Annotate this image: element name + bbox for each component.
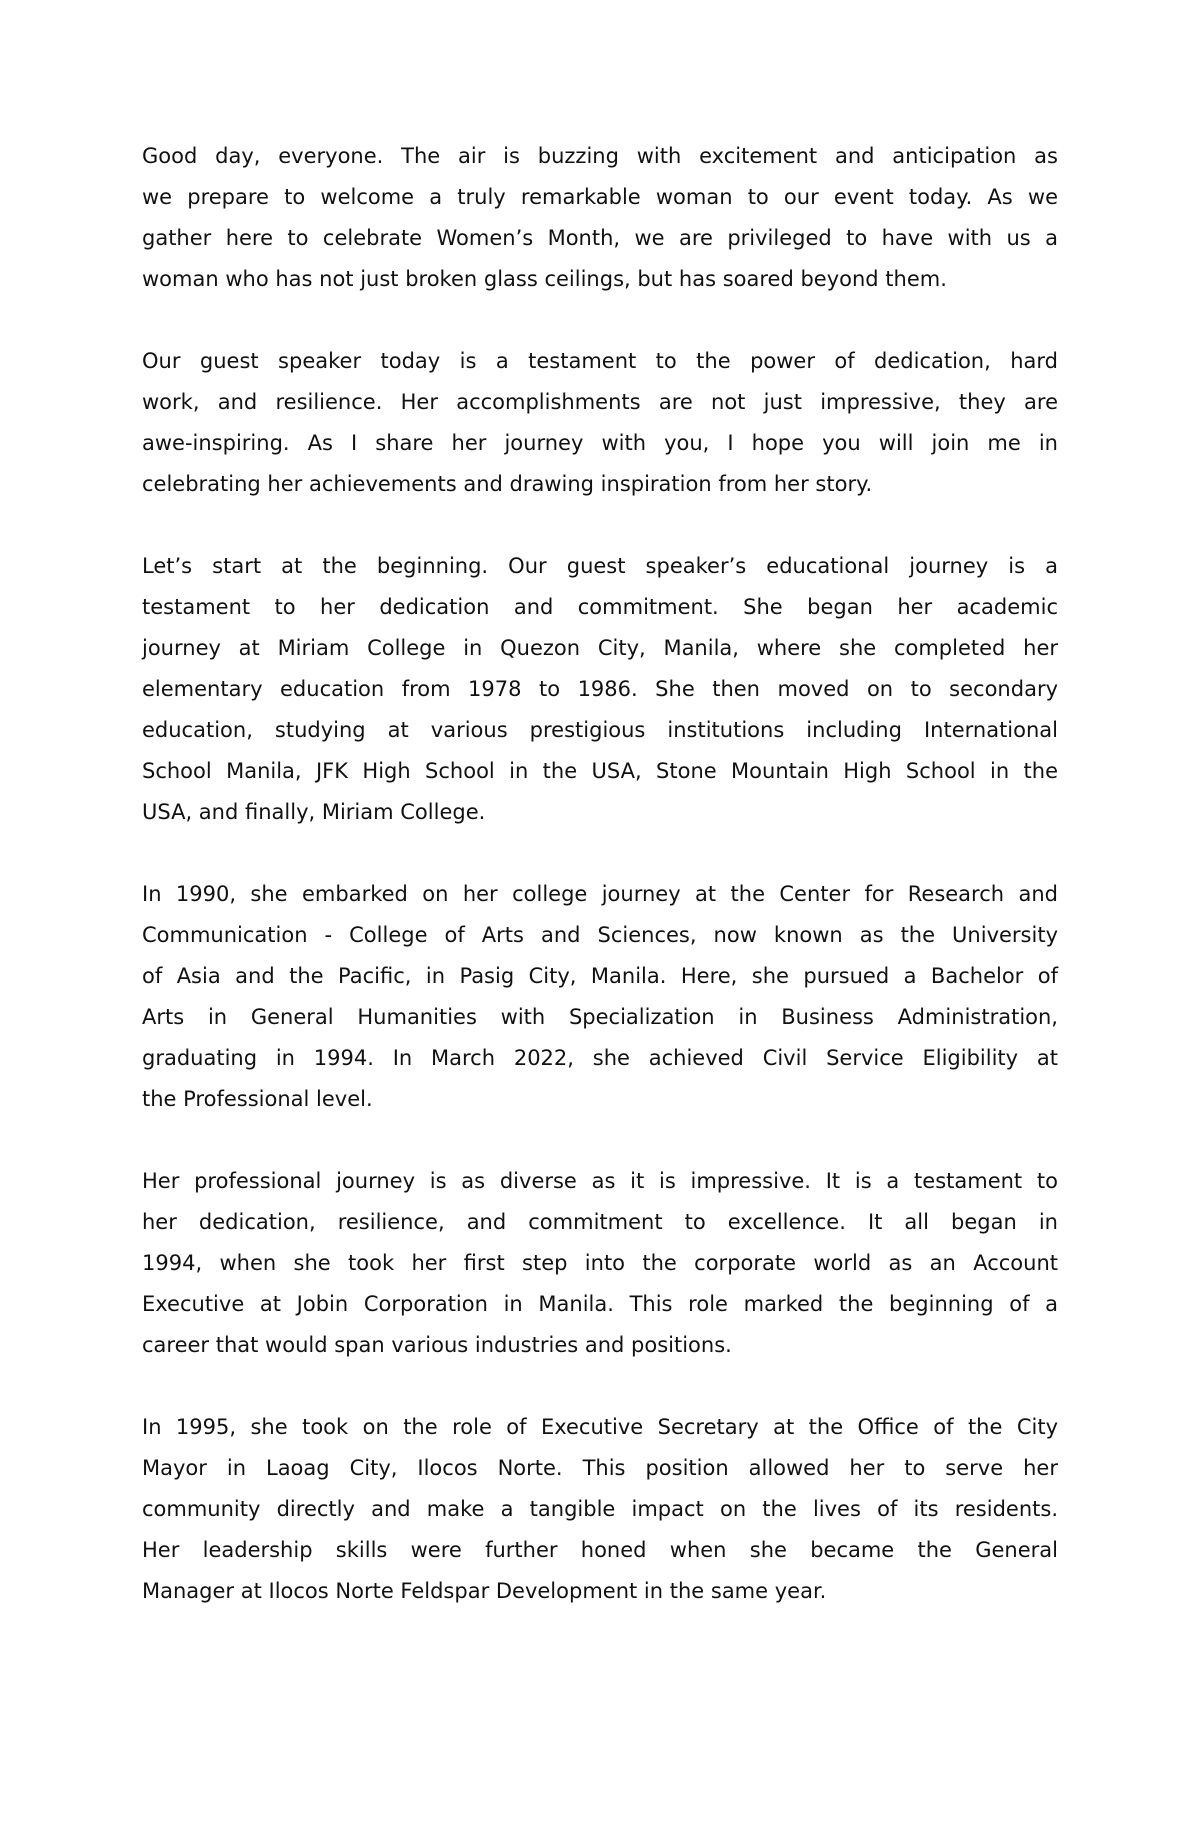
paragraph bbox=[142, 341, 1058, 505]
paragraph bbox=[142, 874, 1058, 1120]
text-line: USA, and finally, Miriam College. bbox=[142, 800, 486, 824]
text-line: education, studying at various prestigious institutions including International bbox=[142, 718, 1058, 742]
text-line: community directly and make a tangible impact on the lives of its residents. bbox=[142, 1497, 1058, 1521]
text-line: School Manila, JFK High School in the USA, Stone Mountain High School in the bbox=[142, 759, 1058, 783]
text-line: Arts in General Humanities with Specialization in Business Administration, bbox=[142, 1005, 1058, 1029]
text-line: In 1990, she embarked on her college journey at the Center for Research and bbox=[142, 882, 1058, 906]
text-line: Manager at Ilocos Norte Feldspar Development in the same year. bbox=[142, 1579, 827, 1603]
text-line: celebrating her achievements and drawing inspiration from her story. bbox=[142, 472, 873, 496]
paragraph bbox=[142, 1407, 1058, 1612]
text-line: testament to her dedication and commitment. She began her academic bbox=[142, 595, 1058, 619]
text-line: Her professional journey is as diverse as it is impressive. It is a testament to bbox=[142, 1169, 1058, 1193]
text-line: work, and resilience. Her accomplishments are not just impressive, they are bbox=[142, 390, 1058, 414]
text-line: gather here to celebrate Women’s Month, we are privileged to have with us a bbox=[142, 226, 1058, 250]
paragraph bbox=[142, 546, 1058, 833]
text-line: Executive at Jobin Corporation in Manila. This role marked the beginning of a bbox=[142, 1292, 1058, 1316]
text-line: journey at Miriam College in Quezon City, Manila, where she completed her bbox=[142, 636, 1058, 660]
text-line: 1994, when she took her first step into the corporate world as an Account bbox=[142, 1251, 1058, 1275]
text-line: graduating in 1994. In March 2022, she achieved Civil Service Eligibility at bbox=[142, 1046, 1058, 1070]
text-line: Good day, everyone. The air is buzzing with excitement and anticipation as bbox=[142, 144, 1058, 168]
text-line: career that would span various industries and positions. bbox=[142, 1333, 732, 1357]
text-line: elementary education from 1978 to 1986. She then moved on to secondary bbox=[142, 677, 1058, 701]
text-line: the Professional level. bbox=[142, 1087, 373, 1111]
text-line: woman who has not just broken glass ceilings, but has soared beyond them. bbox=[142, 267, 947, 291]
paragraph bbox=[142, 136, 1058, 300]
text-line: of Asia and the Pacific, in Pasig City, Manila. Here, she pursued a Bachelor of bbox=[142, 964, 1058, 988]
text-line: Let’s start at the beginning. Our guest speaker’s educational journey is a bbox=[142, 554, 1058, 578]
text-line: In 1995, she took on the role of Executive Secretary at the Office of the City bbox=[142, 1415, 1058, 1439]
text-line: her dedication, resilience, and commitment to excellence. It all began in bbox=[142, 1210, 1058, 1234]
document-page bbox=[142, 136, 1058, 1653]
text-line: Communication - College of Arts and Sciences, now known as the University bbox=[142, 923, 1058, 947]
text-line: Mayor in Laoag City, Ilocos Norte. This position allowed her to serve her bbox=[142, 1456, 1058, 1480]
text-line: Our guest speaker today is a testament to the power of dedication, hard bbox=[142, 349, 1058, 373]
paragraph bbox=[142, 1161, 1058, 1366]
text-line: awe-inspiring. As I share her journey with you, I hope you will join me in bbox=[142, 431, 1058, 455]
text-line: we prepare to welcome a truly remarkable woman to our event today. As we bbox=[142, 185, 1058, 209]
text-line: Her leadership skills were further honed when she became the General bbox=[142, 1538, 1058, 1562]
